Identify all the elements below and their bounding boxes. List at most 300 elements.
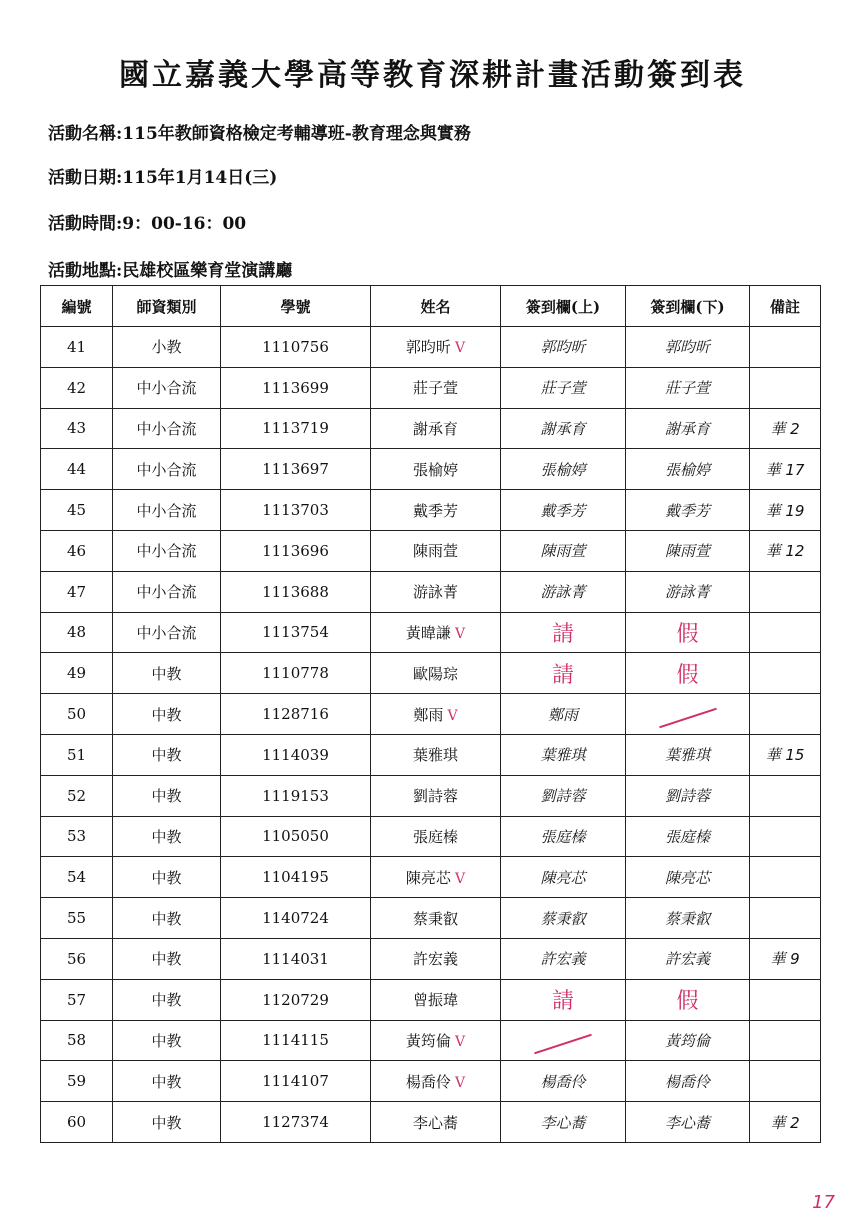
cell-signature-am — [501, 408, 626, 449]
cell-student-id-text: 1113719 — [262, 419, 329, 438]
cell-signature-am — [501, 449, 626, 490]
cell-note — [750, 530, 821, 571]
activity-time-value: 9：00-16：00 — [122, 214, 247, 234]
activity-date-value: 115年1月14日(三) — [122, 168, 278, 188]
cell-note-text: 華 2 — [770, 1113, 800, 1132]
cell-name-text: 劉詩蓉 — [412, 787, 458, 806]
cell-note-text: 華 17 — [765, 460, 805, 479]
cell-category — [113, 694, 221, 735]
cell-category-text: 小教 — [151, 338, 182, 357]
cell-category-text: 中小合流 — [136, 501, 197, 520]
cell-student-id — [221, 490, 371, 531]
cell-name-text: 許宏義 — [412, 950, 458, 969]
cell-student-id — [221, 1020, 371, 1061]
cell-signature-am — [501, 1020, 626, 1061]
cell-signature-am-text: 請 — [551, 989, 574, 1015]
cell-signature-am — [501, 898, 626, 939]
table-row — [41, 816, 821, 857]
cell-category-text: 中教 — [151, 868, 182, 887]
cell-signature-pm — [626, 898, 750, 939]
cell-name — [371, 327, 501, 368]
cell-name-text: 蔡秉叡 — [412, 909, 458, 928]
cell-number — [41, 530, 113, 571]
cell-note — [750, 816, 821, 857]
cell-category — [113, 653, 221, 694]
cell-name-text: 曾振瑋 — [412, 991, 458, 1010]
cell-number — [41, 490, 113, 531]
cell-signature-am — [501, 367, 626, 408]
cell-note — [750, 408, 821, 449]
cell-number-text: 50 — [66, 705, 87, 724]
cell-student-id — [221, 530, 371, 571]
activity-place — [48, 256, 292, 281]
cell-number-text: 49 — [66, 664, 87, 683]
cell-name — [371, 408, 501, 449]
cell-note — [750, 449, 821, 490]
cell-number-text: 47 — [66, 582, 87, 601]
cell-name-text: 郭昀昕 — [405, 338, 451, 357]
cell-name — [371, 857, 501, 898]
cell-signature-am-text: 許宏義 — [540, 950, 586, 969]
cell-note-text: 華 9 — [770, 950, 800, 969]
cell-signature-pm — [626, 775, 750, 816]
cell-note — [750, 898, 821, 939]
cell-note — [750, 734, 821, 775]
cell-number-text: 42 — [66, 378, 87, 397]
cell-category — [113, 612, 221, 653]
cell-signature-pm-text: 張榆婷 — [664, 460, 710, 479]
cell-name-text: 戴季芳 — [412, 501, 458, 520]
cell-signature-am — [501, 571, 626, 612]
cell-signature-pm-text: 謝承育 — [664, 419, 710, 438]
cell-student-id-text: 1105050 — [262, 827, 329, 846]
cell-number — [41, 612, 113, 653]
cell-signature-pm — [626, 1102, 750, 1143]
cell-category-text: 中教 — [151, 664, 182, 683]
header-student-id: 學號 — [221, 286, 371, 327]
cell-student-id — [221, 938, 371, 979]
cell-signature-am-text: 請 — [551, 621, 574, 647]
cell-signature-am — [501, 530, 626, 571]
cell-signature-am — [501, 938, 626, 979]
table-row — [41, 449, 821, 490]
table-row — [41, 938, 821, 979]
cell-name — [371, 653, 501, 694]
strike-mark — [534, 1034, 592, 1054]
cell-note — [750, 612, 821, 653]
cell-name-text: 楊喬伶 — [405, 1072, 451, 1091]
cell-name — [371, 938, 501, 979]
cell-signature-pm-text: 黃筠倫 — [664, 1031, 710, 1050]
activity-date-label: 活動日期: — [48, 168, 123, 188]
cell-number — [41, 653, 113, 694]
check-mark: V — [454, 340, 466, 357]
cell-name — [371, 571, 501, 612]
cell-signature-am-text: 楊喬伶 — [540, 1072, 586, 1091]
cell-number-text: 53 — [66, 827, 87, 846]
cell-name — [371, 367, 501, 408]
table-row — [41, 612, 821, 653]
cell-name — [371, 694, 501, 735]
check-mark: V — [447, 707, 458, 724]
cell-signature-pm-text: 莊子萱 — [664, 379, 710, 398]
cell-category — [113, 530, 221, 571]
cell-category-text: 中教 — [151, 827, 182, 846]
cell-number — [41, 1102, 113, 1143]
cell-name — [371, 775, 501, 816]
cell-number-text: 60 — [66, 1113, 87, 1132]
table-row — [41, 898, 821, 939]
cell-signature-pm-text: 假 — [676, 621, 699, 647]
cell-category-text: 中小合流 — [136, 583, 197, 602]
cell-name-text: 黃暐謙 — [405, 623, 451, 642]
cell-signature-pm-text: 蔡秉叡 — [664, 909, 710, 928]
cell-number — [41, 571, 113, 612]
cell-signature-pm — [626, 734, 750, 775]
activity-date — [48, 163, 277, 188]
cell-signature-pm — [626, 938, 750, 979]
cell-student-id-text: 1113688 — [262, 582, 329, 601]
cell-category — [113, 857, 221, 898]
header-note: 備註 — [750, 286, 821, 327]
cell-signature-pm-text: 葉雅琪 — [664, 746, 710, 765]
header-sign-pm: 簽到欄(下) — [626, 286, 750, 327]
activity-time — [48, 209, 246, 234]
cell-name — [371, 979, 501, 1020]
cell-note — [750, 367, 821, 408]
cell-signature-am — [501, 857, 626, 898]
cell-name — [371, 1102, 501, 1143]
cell-note — [750, 775, 821, 816]
cell-signature-am — [501, 612, 626, 653]
cell-signature-pm-text: 假 — [676, 989, 699, 1015]
header-number: 編號 — [41, 286, 113, 327]
cell-signature-am-text: 鄭雨 — [547, 705, 578, 724]
cell-student-id — [221, 979, 371, 1020]
cell-category — [113, 898, 221, 939]
table-row — [41, 367, 821, 408]
cell-name — [371, 898, 501, 939]
cell-category-text: 中小合流 — [136, 419, 197, 438]
header-name: 姓名 — [371, 286, 501, 327]
cell-number — [41, 367, 113, 408]
cell-student-id — [221, 694, 371, 735]
table-row — [41, 979, 821, 1020]
table-row — [41, 1020, 821, 1061]
cell-name-text: 莊子萱 — [412, 379, 458, 398]
cell-name-text: 鄭雨 — [413, 705, 444, 724]
cell-number-text: 52 — [66, 786, 87, 805]
cell-signature-am — [501, 490, 626, 531]
cell-signature-pm — [626, 816, 750, 857]
cell-number-text: 41 — [66, 337, 87, 356]
cell-student-id — [221, 775, 371, 816]
cell-category-text: 中小合流 — [136, 623, 197, 642]
activity-name-label: 活動名稱: — [48, 124, 123, 144]
cell-note-text: 華 15 — [765, 746, 805, 765]
cell-note — [750, 1061, 821, 1102]
table-header-row — [41, 286, 821, 327]
cell-category — [113, 734, 221, 775]
cell-student-id-text: 1113696 — [262, 541, 329, 560]
cell-category — [113, 490, 221, 531]
cell-number-text: 58 — [66, 1031, 87, 1050]
cell-category-text: 中教 — [151, 1113, 182, 1132]
cell-category-text: 中教 — [151, 909, 182, 928]
table-row — [41, 857, 821, 898]
cell-category-text: 中教 — [151, 705, 182, 724]
cell-number-text: 51 — [66, 745, 87, 764]
cell-signature-pm-text: 許宏義 — [664, 950, 710, 969]
cell-student-id — [221, 571, 371, 612]
cell-signature-am-text: 戴季芳 — [540, 501, 586, 520]
cell-student-id — [221, 1061, 371, 1102]
cell-student-id — [221, 612, 371, 653]
cell-student-id — [221, 857, 371, 898]
cell-name-text: 李心蕎 — [412, 1113, 458, 1132]
activity-name-value: 115年教師資格檢定考輔導班-教育理念與實務 — [122, 124, 471, 144]
cell-signature-am — [501, 327, 626, 368]
cell-signature-pm — [626, 327, 750, 368]
cell-student-id — [221, 898, 371, 939]
cell-name-text: 謝承育 — [412, 419, 458, 438]
table-row — [41, 775, 821, 816]
cell-note — [750, 979, 821, 1020]
cell-student-id-text: 1113703 — [262, 501, 329, 520]
cell-student-id-text: 1140724 — [262, 909, 329, 928]
cell-number-text: 45 — [66, 501, 87, 520]
cell-student-id — [221, 734, 371, 775]
cell-number — [41, 857, 113, 898]
cell-category — [113, 327, 221, 368]
cell-note — [750, 653, 821, 694]
cell-signature-pm — [626, 653, 750, 694]
cell-signature-pm — [626, 612, 750, 653]
cell-number — [41, 734, 113, 775]
cell-signature-pm — [626, 408, 750, 449]
cell-signature-am-text: 郭昀昕 — [540, 338, 586, 357]
table-row — [41, 694, 821, 735]
cell-name — [371, 449, 501, 490]
cell-number — [41, 898, 113, 939]
cell-note — [750, 490, 821, 531]
cell-signature-pm — [626, 530, 750, 571]
cell-signature-am-text: 莊子萱 — [540, 379, 586, 398]
cell-name — [371, 612, 501, 653]
cell-name-text: 游詠菁 — [412, 583, 458, 602]
cell-note — [750, 857, 821, 898]
table-row — [41, 327, 821, 368]
cell-note-text: 華 2 — [770, 419, 800, 438]
cell-category — [113, 571, 221, 612]
cell-student-id-text: 1113697 — [262, 460, 329, 479]
cell-name — [371, 1020, 501, 1061]
cell-category — [113, 816, 221, 857]
table-row — [41, 490, 821, 531]
cell-number — [41, 408, 113, 449]
cell-category-text: 中教 — [151, 746, 182, 765]
table-row — [41, 1102, 821, 1143]
cell-number — [41, 327, 113, 368]
cell-signature-am — [501, 816, 626, 857]
cell-note — [750, 694, 821, 735]
cell-name — [371, 1061, 501, 1102]
cell-number-text: 48 — [66, 623, 87, 642]
cell-student-id-text: 1119153 — [262, 786, 329, 805]
cell-student-id-text: 1110756 — [262, 337, 329, 356]
cell-number-text: 43 — [66, 419, 87, 438]
cell-signature-am — [501, 653, 626, 694]
cell-category-text: 中教 — [151, 991, 182, 1010]
cell-signature-am-text: 請 — [551, 662, 574, 688]
cell-category — [113, 367, 221, 408]
cell-category-text: 中教 — [151, 1072, 182, 1091]
cell-category — [113, 979, 221, 1020]
cell-category — [113, 938, 221, 979]
cell-signature-am-text: 游詠菁 — [540, 583, 586, 602]
cell-note — [750, 938, 821, 979]
cell-signature-pm-text: 楊喬伶 — [664, 1072, 710, 1091]
cell-signature-pm — [626, 1020, 750, 1061]
cell-signature-pm-text: 李心蕎 — [664, 1113, 710, 1132]
cell-category-text: 中教 — [151, 1031, 182, 1050]
cell-signature-pm — [626, 1061, 750, 1102]
cell-number-text: 56 — [66, 949, 87, 968]
cell-note — [750, 327, 821, 368]
cell-category — [113, 1020, 221, 1061]
cell-signature-am — [501, 734, 626, 775]
cell-signature-am-text: 劉詩蓉 — [540, 787, 586, 806]
cell-signature-am-text: 葉雅琪 — [540, 746, 586, 765]
cell-student-id-text: 1120729 — [262, 990, 329, 1009]
activity-time-label: 活動時間: — [48, 214, 123, 234]
cell-category — [113, 775, 221, 816]
cell-student-id-text: 1104195 — [262, 868, 329, 887]
page-number: 17 — [812, 1192, 835, 1213]
cell-signature-pm — [626, 857, 750, 898]
cell-number-text: 55 — [66, 909, 87, 928]
document-title: 國立嘉義大學高等教育深耕計畫活動簽到表 — [119, 58, 746, 93]
table-row — [41, 408, 821, 449]
cell-student-id — [221, 653, 371, 694]
activity-place-value: 民雄校區樂育堂演講廳 — [122, 261, 293, 281]
cell-signature-am-text: 陳亮芯 — [540, 868, 586, 887]
cell-student-id-text: 1113754 — [262, 623, 329, 642]
cell-signature-pm — [626, 367, 750, 408]
cell-category — [113, 408, 221, 449]
cell-number-text: 46 — [66, 541, 87, 560]
cell-name-text: 陳亮芯 — [405, 868, 451, 887]
cell-signature-am-text: 張榆婷 — [540, 460, 586, 479]
cell-student-id-text: 1114115 — [262, 1031, 329, 1050]
cell-signature-am-text: 謝承育 — [540, 419, 586, 438]
cell-name-text: 張榆婷 — [412, 460, 458, 479]
header-category: 師資類別 — [113, 286, 221, 327]
check-mark: V — [454, 1074, 466, 1091]
cell-student-id — [221, 449, 371, 490]
cell-note-text: 華 19 — [765, 501, 805, 520]
cell-signature-am-text: 陳雨萱 — [540, 542, 586, 561]
cell-number — [41, 1020, 113, 1061]
cell-student-id-text: 1113699 — [262, 378, 329, 397]
cell-student-id — [221, 408, 371, 449]
cell-signature-pm-text: 陳雨萱 — [664, 542, 710, 561]
cell-number-text: 57 — [66, 990, 87, 1009]
cell-name — [371, 490, 501, 531]
table-row — [41, 571, 821, 612]
cell-number — [41, 449, 113, 490]
cell-note — [750, 571, 821, 612]
strike-mark — [659, 708, 717, 728]
cell-category — [113, 1102, 221, 1143]
cell-signature-am-text: 李心蕎 — [540, 1113, 586, 1132]
cell-number — [41, 816, 113, 857]
check-mark: V — [454, 625, 466, 642]
cell-category-text: 中教 — [151, 787, 182, 806]
cell-signature-pm-text: 張庭榛 — [664, 827, 710, 846]
cell-name — [371, 816, 501, 857]
cell-signature-am-text: 張庭榛 — [540, 827, 586, 846]
cell-number — [41, 938, 113, 979]
cell-signature-pm — [626, 694, 750, 735]
cell-category-text: 中小合流 — [136, 542, 197, 561]
cell-student-id-text: 1114039 — [262, 745, 329, 764]
cell-student-id-text: 1127374 — [262, 1113, 329, 1132]
cell-name — [371, 734, 501, 775]
activity-name — [48, 119, 471, 144]
cell-signature-pm — [626, 571, 750, 612]
cell-number-text: 44 — [66, 460, 87, 479]
cell-signature-pm-text: 戴季芳 — [664, 501, 710, 520]
cell-signature-am — [501, 775, 626, 816]
cell-category-text: 中教 — [151, 950, 182, 969]
cell-number — [41, 979, 113, 1020]
cell-signature-am-text: 蔡秉叡 — [540, 909, 586, 928]
cell-category — [113, 449, 221, 490]
cell-signature-pm-text: 陳亮芯 — [664, 868, 710, 887]
sign-in-table — [40, 285, 821, 1143]
cell-name-text: 張庭榛 — [412, 827, 458, 846]
cell-note-text: 華 12 — [765, 542, 805, 561]
cell-student-id — [221, 367, 371, 408]
cell-name-text: 黃筠倫 — [405, 1031, 451, 1050]
cell-name-text: 歐陽琮 — [412, 664, 458, 683]
cell-number-text: 54 — [66, 868, 87, 887]
cell-name — [371, 530, 501, 571]
cell-signature-am — [501, 694, 626, 735]
table-row — [41, 734, 821, 775]
check-mark: V — [454, 1033, 466, 1050]
cell-category-text: 中小合流 — [136, 460, 197, 479]
table-row — [41, 653, 821, 694]
cell-number — [41, 1061, 113, 1102]
activity-place-label: 活動地點: — [48, 261, 123, 281]
cell-signature-pm — [626, 449, 750, 490]
cell-signature-am — [501, 979, 626, 1020]
cell-student-id-text: 1110778 — [262, 664, 329, 683]
table-row — [41, 1061, 821, 1102]
cell-signature-pm — [626, 979, 750, 1020]
cell-student-id — [221, 816, 371, 857]
cell-signature-am — [501, 1061, 626, 1102]
cell-category — [113, 1061, 221, 1102]
cell-student-id-text: 1114031 — [262, 949, 329, 968]
cell-number-text: 59 — [66, 1072, 87, 1091]
check-mark: V — [454, 870, 466, 887]
cell-name-text: 陳雨萱 — [412, 542, 458, 561]
cell-signature-am — [501, 1102, 626, 1143]
cell-student-id — [221, 1102, 371, 1143]
